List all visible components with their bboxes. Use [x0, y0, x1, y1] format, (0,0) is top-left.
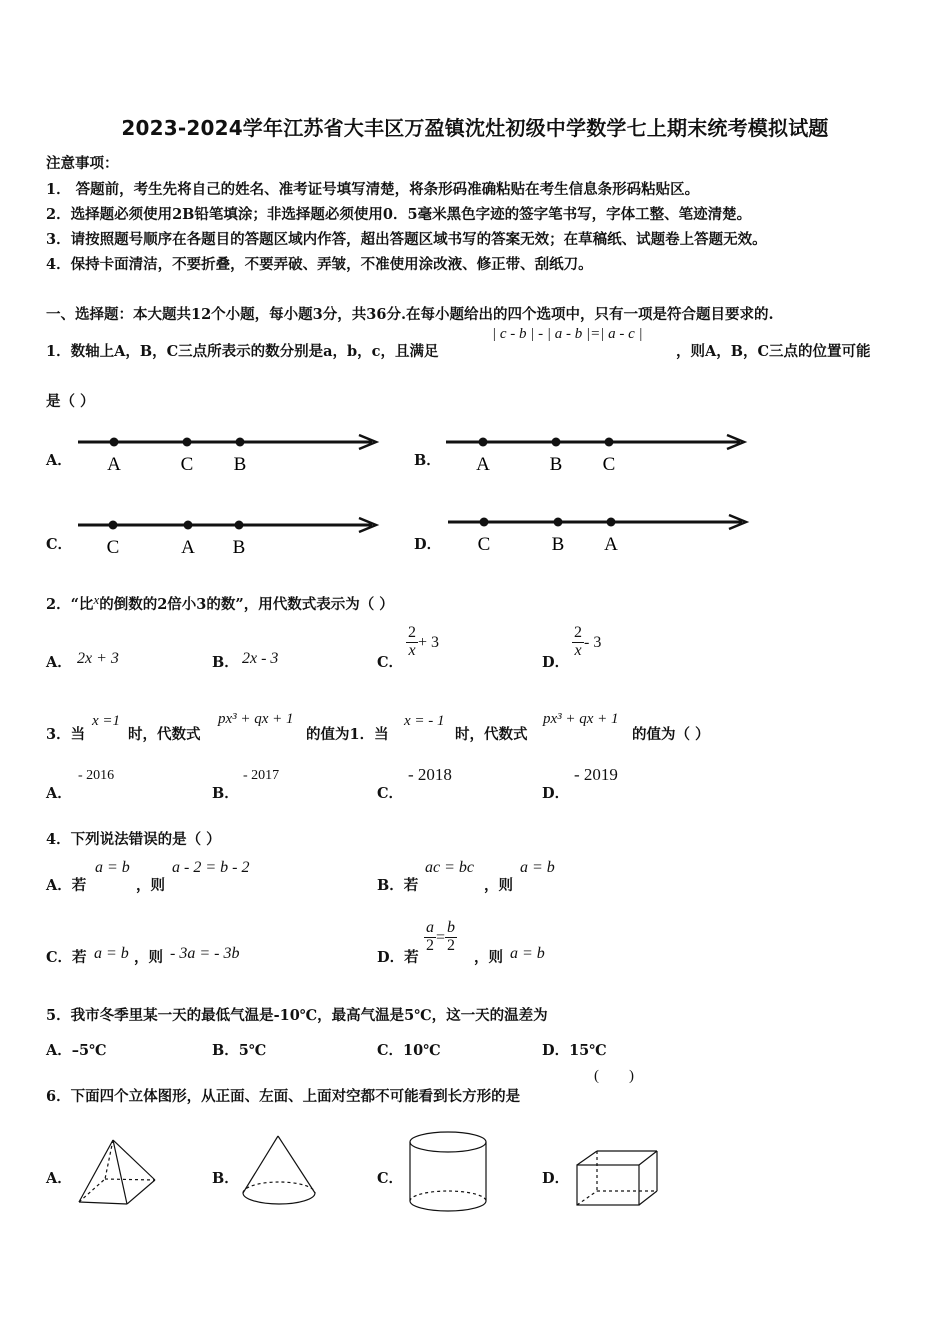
q4-b-res: a = b: [520, 859, 555, 876]
q3-p3: 的值为1．当: [306, 726, 389, 743]
q2-stem: 2．“比x的倒数的2倍小3的数”，用代数式表示为（ ）: [46, 592, 394, 613]
q3-p1: 3．当: [46, 726, 86, 743]
q4-d-label: D．若: [377, 949, 419, 966]
q1-option-a-label: A．: [46, 452, 72, 469]
pyramid-icon: [76, 1136, 160, 1210]
q4-a-mid: ，则: [136, 877, 165, 894]
q1-option-c-label: C．: [46, 536, 73, 553]
point-label: A: [107, 454, 121, 475]
point-label: B: [549, 454, 563, 475]
q3-p4: 时，代数式: [455, 726, 528, 743]
q2-option-b: 2x - 3: [242, 650, 279, 667]
q6-option-d-label: D．: [542, 1170, 570, 1187]
q6-option-b-label: B．: [212, 1170, 239, 1187]
q4-d-cond: $\frac{a}{2}$ = $\frac{b}{2}$: [426, 919, 456, 954]
point-label: C: [602, 454, 616, 475]
q2-option-a-label: A．: [46, 654, 72, 671]
q3-p5: 的值为（ ）: [632, 726, 710, 743]
q4-d-res: a = b: [510, 945, 545, 962]
cuboid-icon: [574, 1148, 662, 1210]
q3-expr: px³ + qx + 1: [218, 711, 294, 727]
point-label: C: [106, 537, 120, 558]
q3-expr2: px³ + qx + 1: [543, 711, 619, 727]
q4-b-cond: ac = bc: [425, 859, 474, 876]
point-label: A: [604, 534, 618, 555]
number-line-b: [444, 428, 750, 480]
point-label: B: [232, 537, 246, 558]
notice-item-2: 2．选择题必须使用2B铅笔填涂；非选择题必须使用0．5毫米黑色字迹的签字笔书写，字体工整、笔迹清楚。: [46, 206, 752, 223]
q6-option-c-label: C．: [377, 1170, 404, 1187]
q4-c-res: - 3a = - 3b: [170, 945, 240, 962]
notice-item-1: 1． 答题前，考生先将自己的姓名、准考证号填写清楚，将条形码准确粘贴在考生信息条形码粘贴区。: [46, 181, 700, 198]
q6-paren: ( ): [594, 1068, 634, 1084]
q5-option-b: B．5℃: [212, 1042, 267, 1059]
q4-a-cond: a = b: [95, 859, 130, 876]
q5-stem: 5．我市冬季里某一天的最低气温是-10℃，最高气温是5℃，这一天的温差为: [46, 1007, 548, 1024]
q4-b-mid: ，则: [484, 877, 513, 894]
q3-option-a: - 2016: [78, 768, 115, 783]
q3-cond2: x = - 1: [404, 713, 445, 729]
q1-option-b-label: B．: [414, 452, 441, 469]
number-line-a: [76, 428, 382, 480]
point-label: B: [551, 534, 565, 555]
point-label: A: [181, 537, 195, 558]
q2-var: x: [93, 592, 100, 607]
q2-option-b-label: B．: [212, 654, 239, 671]
q1-formula: | c - b | - | a - b |=| a - c |: [492, 326, 643, 342]
q2-option-c-label: C．: [377, 654, 404, 671]
page-title: 2023-2024学年江苏省大丰区万盈镇沈灶初级中学数学七上期末统考模拟试题: [121, 116, 829, 140]
q3-option-d-label: D．: [542, 785, 570, 802]
cone-icon: [240, 1132, 320, 1212]
notice-item-4: 4．保持卡面清洁，不要折叠，不要弄破、弄皱，不准使用涂改液、修正带、刮纸刀。: [46, 256, 593, 273]
q3-option-a-label: A．: [46, 785, 72, 802]
q5-option-d: D．15℃: [542, 1042, 607, 1059]
q4-c-label: C．若: [46, 949, 87, 966]
q4-a-res: a - 2 = b - 2: [172, 859, 250, 876]
q2-option-d-label: D．: [542, 654, 570, 671]
q1-stem-b: ，则A，B，C三点的位置可能: [676, 343, 871, 360]
q3-option-b: - 2017: [243, 768, 280, 783]
q4-a-label: A．若: [46, 877, 87, 894]
q2-option-d: $\frac{2}{x}$ - 3: [574, 624, 602, 659]
point-label: A: [476, 454, 490, 475]
section-heading: 一、选择题：本大题共12个小题，每小题3分，共36分.在每小题给出的四个选项中，只有一项是符合题目要求的.: [46, 306, 774, 323]
q3-option-d: - 2019: [574, 765, 618, 784]
q2-option-a: 2x + 3: [77, 650, 119, 667]
point-label: B: [233, 454, 247, 475]
notice-item-3: 3．请按照题号顺序在各题目的答题区域内作答，超出答题区域书写的答案无效；在草稿纸、试题卷上答题无效。: [46, 231, 767, 248]
q3-option-c-label: C．: [377, 785, 404, 802]
q4-b-label: B．若: [377, 877, 419, 894]
q4-d-mid: ，则: [474, 949, 503, 966]
cylinder-icon: [406, 1128, 492, 1218]
number-line-d: [446, 508, 752, 560]
q4-c-mid: ，则: [134, 949, 163, 966]
point-label: C: [477, 534, 491, 555]
q6-stem: 6．下面四个立体图形，从正面、左面、上面对空都不可能看到长方形的是: [46, 1088, 521, 1105]
q4-stem: 4．下列说法错误的是（ ）: [46, 831, 221, 848]
q6-option-a-label: A．: [46, 1170, 72, 1187]
notice-heading: 注意事项：: [46, 155, 119, 172]
q1-stem-c: 是（ ）: [46, 393, 95, 410]
point-label: C: [180, 454, 194, 475]
number-line-c: [76, 511, 382, 563]
q3-p2: 时，代数式: [128, 726, 201, 743]
q3-option-b-label: B．: [212, 785, 239, 802]
q5-option-a: A．–5℃: [46, 1042, 107, 1059]
q1-option-d-label: D．: [414, 536, 442, 553]
q3-cond1: x =1: [92, 713, 121, 729]
q5-option-c: C．10℃: [377, 1042, 441, 1059]
q1-stem: 1．数轴上A，B，C三点所表示的数分别是a，b，c，且满足: [46, 343, 439, 360]
q3-option-c: - 2018: [408, 765, 452, 784]
q4-c-cond: a = b: [94, 945, 129, 962]
q2-option-c: $\frac{2}{x}$ + 3: [408, 624, 440, 659]
